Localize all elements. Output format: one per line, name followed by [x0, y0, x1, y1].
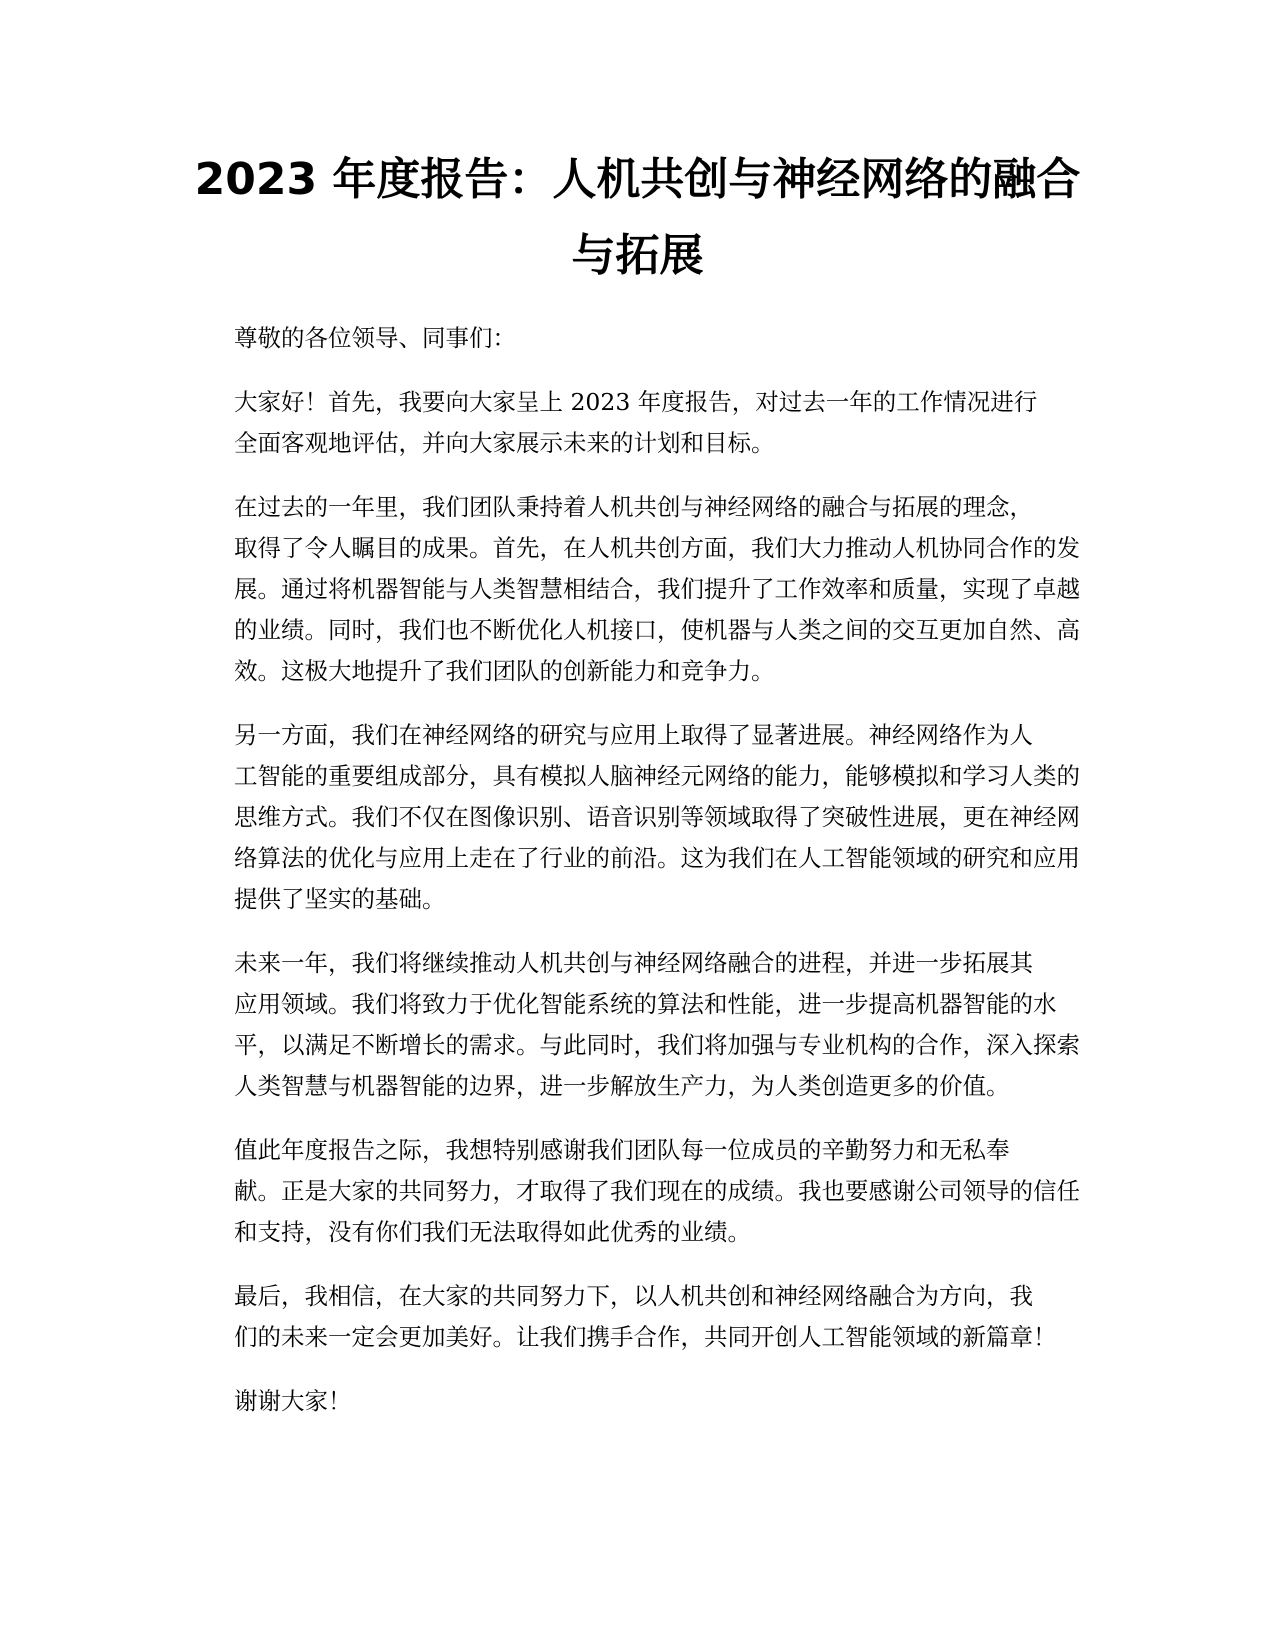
text-line: 另一方面，我们在神经网络的研究与应用上取得了显著进展。神经网络作为人	[234, 721, 1033, 749]
thanks-paragraph	[187, 1130, 1092, 1253]
text-line: 平，以满足不断增长的需求。与此同时，我们将加强与专业机构的合作，深入探索	[234, 1031, 1080, 1059]
title-line: 2023 年度报告：人机共创与神经网络的融合	[194, 154, 1081, 205]
text-line: 尊敬的各位领导、同事们：	[234, 324, 516, 352]
text-line: 效。这极大地提升了我们团队的创新能力和竞争力。	[234, 657, 775, 685]
text-line: 献。正是大家的共同努力，才取得了我们现在的成绩。我也要感谢公司领导的信任	[234, 1177, 1080, 1205]
document-title	[150, 142, 1125, 294]
text-line: 谢谢大家！	[234, 1387, 352, 1415]
text-line: 在过去的一年里，我们团队秉持着人机共创与神经网络的融合与拓展的理念，	[234, 493, 1033, 521]
text-line: 们的未来一定会更加美好。让我们携手合作，共同开创人工智能领域的新篇章！	[234, 1323, 1057, 1351]
greeting-paragraph	[187, 382, 1092, 464]
document-body	[187, 318, 1092, 1445]
text-line: 人类智慧与机器智能的边界，进一步解放生产力，为人类创造更多的价值。	[234, 1072, 1010, 1100]
text-line: 最后，我相信，在大家的共同努力下，以人机共创和神经网络融合为方向，我	[234, 1282, 1033, 1310]
text-line: 提供了坚实的基础。	[234, 885, 446, 913]
text-line: 取得了令人瞩目的成果。首先，在人机共创方面，我们大力推动人机协同合作的发	[234, 534, 1080, 562]
title-line: 与拓展	[571, 230, 704, 281]
text-line: 展。通过将机器智能与人类智慧相结合，我们提升了工作效率和质量，实现了卓越	[234, 575, 1080, 603]
text-line: 络算法的优化与应用上走在了行业的前沿。这为我们在人工智能领域的研究和应用	[234, 844, 1080, 872]
salutation-paragraph	[187, 318, 1092, 359]
sign-off-paragraph	[187, 1381, 1092, 1422]
neural-network-paragraph	[187, 715, 1092, 920]
text-line: 的业绩。同时，我们也不断优化人机接口，使机器与人类之间的交互更加自然、高	[234, 616, 1080, 644]
achievements-paragraph	[187, 487, 1092, 692]
text-line: 和支持，没有你们我们无法取得如此优秀的业绩。	[234, 1218, 751, 1246]
text-line: 工智能的重要组成部分，具有模拟人脑神经元网络的能力，能够模拟和学习人类的	[234, 762, 1080, 790]
text-line: 全面客观地评估，并向大家展示未来的计划和目标。	[234, 429, 775, 457]
text-line: 思维方式。我们不仅在图像识别、语音识别等领域取得了突破性进展，更在神经网	[234, 803, 1080, 831]
text-line: 大家好！首先，我要向大家呈上 2023 年度报告，对过去一年的工作情况进行	[234, 388, 1038, 416]
text-line: 应用领域。我们将致力于优化智能系统的算法和性能，进一步提高机器智能的水	[234, 990, 1057, 1018]
text-line: 值此年度报告之际，我想特别感谢我们团队每一位成员的辛勤努力和无私奉	[234, 1136, 1010, 1164]
future-plans-paragraph	[187, 943, 1092, 1107]
text-line: 未来一年，我们将继续推动人机共创与神经网络融合的进程，并进一步拓展其	[234, 949, 1033, 977]
closing-paragraph	[187, 1276, 1092, 1358]
